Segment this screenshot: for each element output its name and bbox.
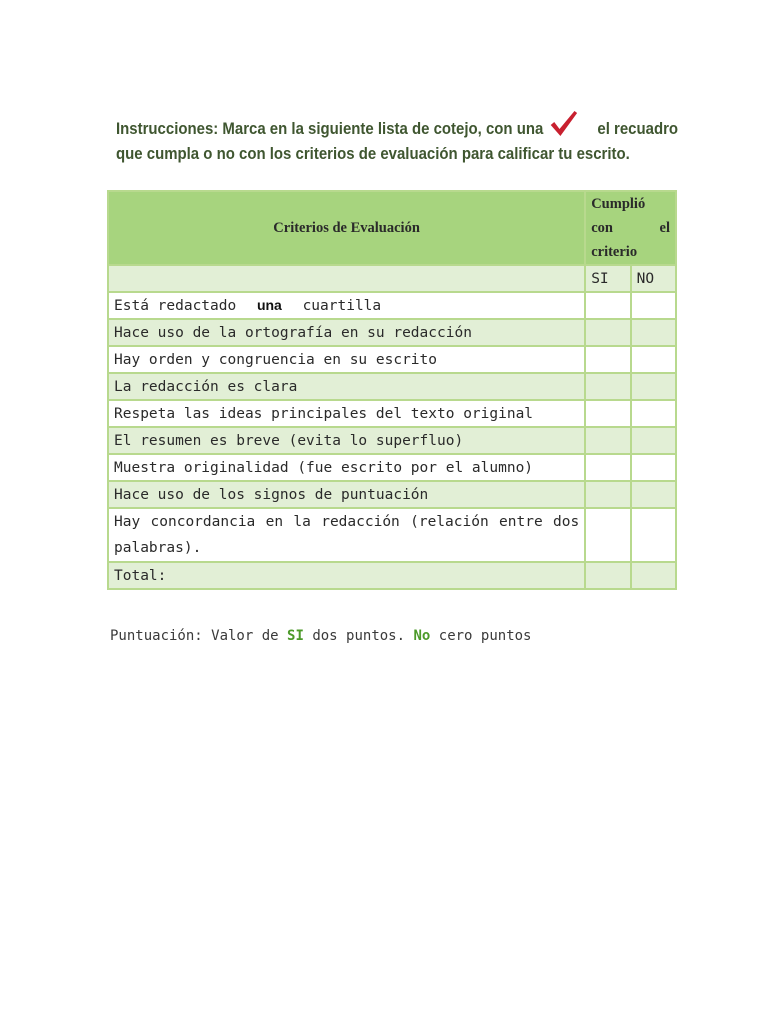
total-label: Total:	[108, 562, 585, 589]
instructions-line-2: que cumpla o no con los criterios de evaluación para calificar tu escrito.	[116, 144, 630, 163]
evaluation-checklist-table	[107, 190, 677, 590]
no-checkbox-cell[interactable]	[631, 427, 676, 454]
criteria-column-header: Criterios de Evaluación	[108, 191, 585, 265]
total-row	[108, 562, 676, 589]
si-checkbox-cell[interactable]	[585, 319, 630, 346]
si-checkbox-cell[interactable]	[585, 427, 630, 454]
table-row	[108, 292, 676, 319]
no-column-header: NO	[631, 265, 676, 292]
scoring-note	[110, 628, 531, 644]
no-checkbox-cell[interactable]	[631, 508, 676, 562]
no-checkbox-cell[interactable]	[631, 454, 676, 481]
table-row	[108, 373, 676, 400]
instructions-line-1	[116, 110, 679, 141]
criterion-cell: El resumen es breve (evita lo superfluo)	[108, 427, 585, 454]
no-checkbox-cell[interactable]	[631, 319, 676, 346]
checkmark-icon	[549, 110, 579, 138]
criterion-cell: Respeta las ideas principales del texto original	[108, 400, 585, 427]
si-total-cell[interactable]	[585, 562, 630, 589]
table-row	[108, 346, 676, 373]
instructions-text-before-icon: Instrucciones: Marca en la siguiente lista de cotejo, con una	[116, 119, 544, 138]
criterion-cell: Hay concordancia en la redacción (relación entre dos palabras).	[108, 508, 585, 562]
scoring-si: SI	[287, 628, 304, 644]
si-checkbox-cell[interactable]	[585, 373, 630, 400]
criterion-cell	[108, 292, 585, 319]
table-row	[108, 427, 676, 454]
si-column-header: SI	[585, 265, 630, 292]
table-row	[108, 319, 676, 346]
criterion-cell: Muestra originalidad (fue escrito por el alumno)	[108, 454, 585, 481]
scoring-middle: dos puntos.	[312, 628, 406, 644]
si-checkbox-cell[interactable]	[585, 508, 630, 562]
criterion-cell: Hace uso de la ortografía en su redacción	[108, 319, 585, 346]
no-checkbox-cell[interactable]	[631, 481, 676, 508]
si-checkbox-cell[interactable]	[585, 454, 630, 481]
criterion-cell: Hay orden y congruencia en su escrito	[108, 346, 585, 373]
highlight-una: una	[245, 297, 294, 313]
table-row	[108, 400, 676, 427]
si-checkbox-cell[interactable]	[585, 400, 630, 427]
no-checkbox-cell[interactable]	[631, 373, 676, 400]
table-header-row	[108, 191, 676, 265]
no-total-cell[interactable]	[631, 562, 676, 589]
si-checkbox-cell[interactable]	[585, 481, 630, 508]
subheader-empty-cell	[108, 265, 585, 292]
criterion-cell: La redacción es clara	[108, 373, 585, 400]
si-checkbox-cell[interactable]	[585, 292, 630, 319]
criterion-text-post: cuartilla	[302, 298, 382, 314]
instructions	[116, 110, 679, 166]
no-checkbox-cell[interactable]	[631, 346, 676, 373]
criterion-cell: Hace uso de los signos de puntuación	[108, 481, 585, 508]
table-subheader-row	[108, 265, 676, 292]
scoring-prefix: Puntuación: Valor de	[110, 628, 279, 644]
instructions-text-after-icon: el recuadro	[597, 119, 679, 138]
si-checkbox-cell[interactable]	[585, 346, 630, 373]
table-row	[108, 454, 676, 481]
criterion-text-pre: Está redactado	[114, 298, 237, 314]
scoring-suffix: cero puntos	[438, 628, 532, 644]
no-checkbox-cell[interactable]	[631, 400, 676, 427]
no-checkbox-cell[interactable]	[631, 292, 676, 319]
table-row	[108, 481, 676, 508]
scoring-no: No	[413, 628, 431, 644]
cumplio-column-header: Cumplió con el criterio	[585, 191, 676, 265]
table-row	[108, 508, 676, 562]
